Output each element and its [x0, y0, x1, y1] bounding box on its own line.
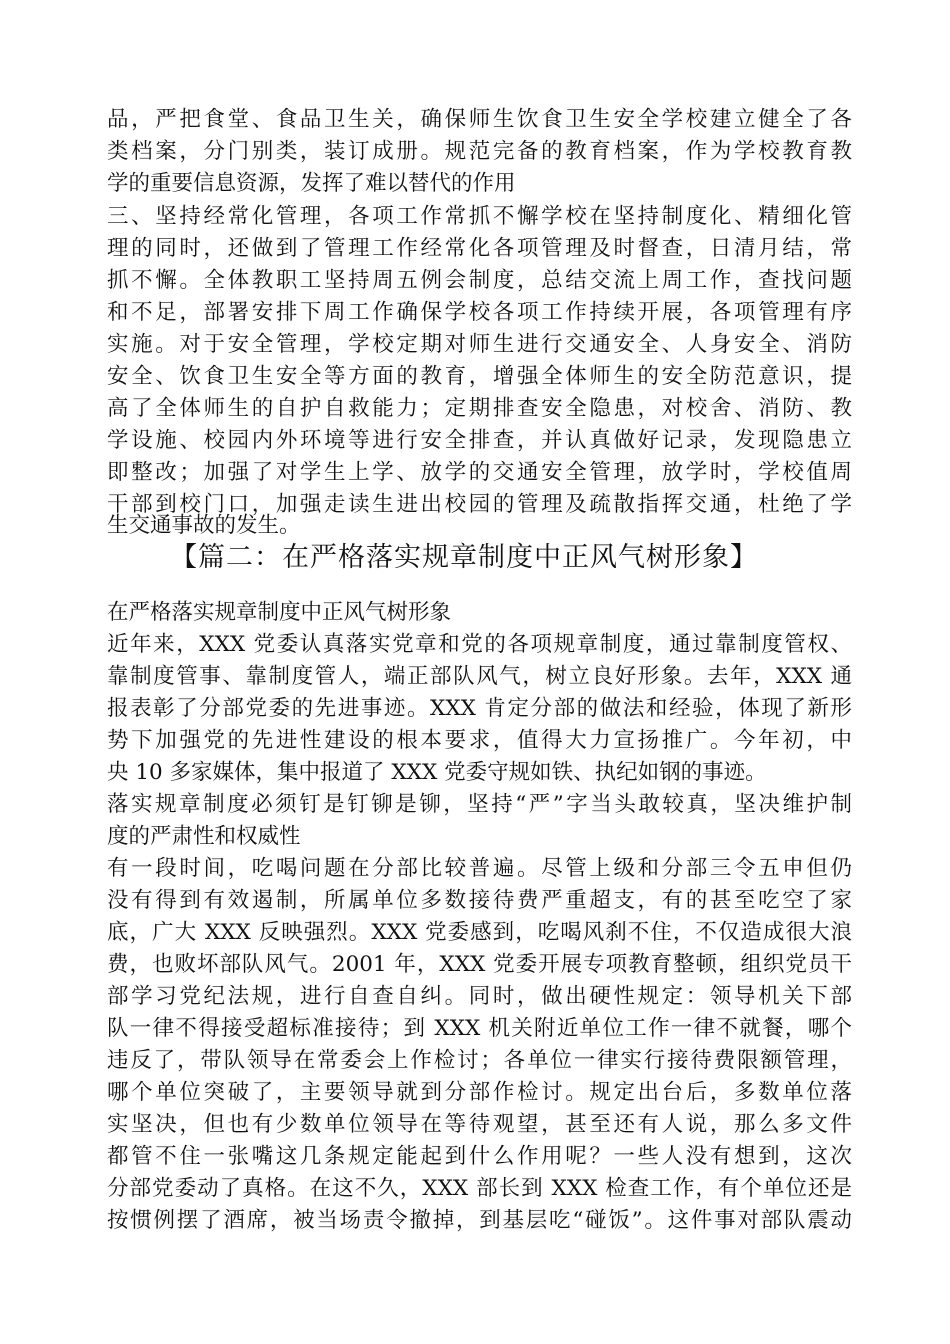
body-text-line: 学的重要信息资源，发挥了难以替代的作用: [107, 171, 516, 196]
body-text-line: 没有得到有效遏制，所属单位多数接待费严重超支，有的甚至吃空了家: [107, 888, 852, 913]
body-text-line: 报表彰了分部党委的先进事迹。XXX 肯定分部的做法和经验，体现了新形: [107, 696, 852, 721]
article-title-line: 在严格落实规章制度中正风气树形象: [107, 600, 452, 625]
body-text-line: 费，也败坏部队风气。2001 年，XXX 党委开展专项教育整顿，组织党员干: [107, 952, 852, 977]
body-text-line: 学设施、校园内外环境等进行安全排查，并认真做好记录，发现隐患立: [107, 428, 852, 453]
body-text-line: 落实规章制度必须钉是钉铆是铆，坚持“严”字当头敢较真，坚决维护制: [107, 792, 852, 817]
body-text-line: 靠制度管事、靠制度管人，端正部队风气，树立良好形象。去年，XXX 通: [107, 664, 852, 689]
body-text-line: 抓不懈。全体教职工坚持周五例会制度，总结交流上周工作，查找问题: [107, 268, 852, 293]
body-text-line: 安全、饮食卫生安全等方面的教育，增强全体师生的安全防范意识，提: [107, 364, 852, 389]
body-text-line: 队一律不得接受超标准接待；到 XXX 机关附近单位工作一律不就餐，哪个: [107, 1016, 852, 1041]
body-text-line: 分部党委动了真格。在这不久，XXX 部长到 XXX 检查工作，有个单位还是: [107, 1176, 852, 1201]
body-text-line: 有一段时间，吃喝问题在分部比较普遍。尽管上级和分部三令五申但仍: [107, 856, 852, 881]
body-text-line: 干部到校门口，加强走读生进出校园的管理及疏散指挥交通，杜绝了学: [107, 492, 852, 517]
body-text-line: 生交通事故的发生。: [107, 513, 301, 538]
section-heading: 【篇二：在严格落实规章制度中正风气树形象】: [170, 542, 758, 573]
body-text-line: 理的同时，还做到了管理工作经常化各项管理及时督查，日清月结，常: [107, 236, 852, 261]
body-text-line: 都管不住一张嘴这几条规定能起到什么作用呢？一些人没有想到，这次: [107, 1144, 852, 1169]
body-text-line: 即整改；加强了对学生上学、放学的交通安全管理，放学时，学校值周: [107, 460, 852, 485]
body-text-line: 央 10 多家媒体，集中报道了 XXX 党委守规如铁、执纪如钢的事迹。: [107, 760, 767, 785]
body-text-line: 违反了，带队领导在常委会上作检讨；各单位一律实行接待费限额管理，: [107, 1048, 852, 1073]
body-text-line: 部学习党纪法规，进行自查自纠。同时，做出硬性规定：领导机关下部: [107, 984, 852, 1009]
body-text-line: 哪个单位突破了，主要领导就到分部作检讨。规定出台后，多数单位落: [107, 1080, 852, 1105]
body-text-line: 高了全体师生的自护自救能力；定期排查安全隐患，对校舍、消防、教: [107, 396, 852, 421]
body-text-line: 底，广大 XXX 反映强烈。XXX 党委感到，吃喝风刹不住，不仅造成很大浪: [107, 920, 852, 945]
body-text-line: 势下加强党的先进性建设的根本要求，值得大力宣扬推广。今年初，中: [107, 728, 852, 753]
body-text-line: 三、坚持经常化管理，各项工作常抓不懈学校在坚持制度化、精细化管: [107, 204, 852, 229]
body-text-line: 品，严把食堂、食品卫生关，确保师生饮食卫生安全学校建立健全了各: [107, 107, 852, 132]
body-text-line: 和不足，部署安排下周工作确保学校各项工作持续开展，各项管理有序: [107, 300, 852, 325]
body-text-line: 类档案，分门别类，装订成册。规范完备的教育档案，作为学校教育教: [107, 139, 852, 164]
body-text-line: 实坚决，但也有少数单位领导在等待观望，甚至还有人说，那么多文件: [107, 1112, 852, 1137]
body-text-line: 度的严肃性和权威性: [107, 824, 301, 849]
body-text-line: 实施。对于安全管理，学校定期对师生进行交通安全、人身安全、消防: [107, 332, 852, 357]
body-text-line: 近年来，XXX 党委认真落实党章和党的各项规章制度，通过靠制度管权、: [107, 632, 852, 657]
body-text-line: 按惯例摆了酒席，被当场责令撤掉，到基层吃“碰饭”。这件事对部队震动: [107, 1208, 852, 1233]
